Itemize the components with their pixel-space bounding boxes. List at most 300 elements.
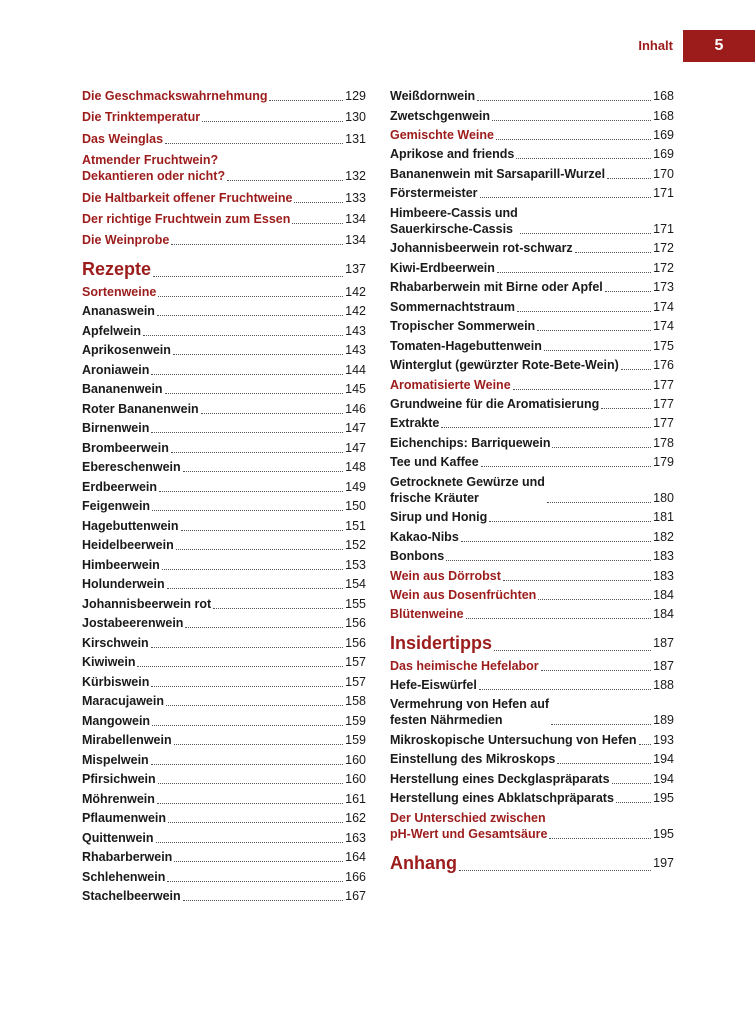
toc-entry[interactable] xyxy=(390,146,674,162)
toc-entry-page: 166 xyxy=(345,869,366,884)
toc-entry-page: 169 xyxy=(653,147,674,161)
toc-entry-page: 172 xyxy=(653,241,674,255)
toc-entry-page: 150 xyxy=(345,499,366,514)
toc-entry-title: Die Haltbarkeit offener Fruchtweine xyxy=(82,190,293,205)
dot-leader xyxy=(158,296,343,297)
toc-entry-page: 172 xyxy=(653,260,674,275)
toc-entry-page: 174 xyxy=(653,319,674,333)
toc-entry[interactable] xyxy=(82,693,366,709)
toc-entry[interactable] xyxy=(82,479,366,495)
dot-leader xyxy=(575,252,651,253)
toc-entry-page: 176 xyxy=(653,358,674,372)
toc-entry[interactable] xyxy=(82,131,366,147)
toc-entry-title: Die Trinktemperatur xyxy=(82,110,201,125)
toc-entry[interactable] xyxy=(390,260,674,276)
toc-entry-page: 134 xyxy=(345,233,366,248)
toc-entry-title: Johannisbeerwein rot xyxy=(82,596,212,611)
dot-leader xyxy=(549,838,651,839)
dot-leader xyxy=(520,233,651,234)
dot-leader xyxy=(489,521,651,522)
toc-entry-page: 168 xyxy=(653,108,674,123)
toc-entry-title: Heidelbeerwein xyxy=(82,538,174,553)
toc-entry-title: Schlehenwein xyxy=(82,869,166,884)
dot-leader xyxy=(639,744,652,745)
toc-entry-page: 156 xyxy=(345,635,366,650)
toc-entry-page: 153 xyxy=(345,557,366,572)
toc-entry-page: 171 xyxy=(653,221,674,236)
toc-entry-title: Hagebuttenwein xyxy=(82,518,179,533)
toc-entry[interactable] xyxy=(82,88,366,104)
toc-entry-title-line2: Sauerkirsche-Cassis xyxy=(390,221,513,236)
toc-entry-title: Rhabarberwein mit Birne oder Apfel xyxy=(390,280,603,294)
dot-leader xyxy=(167,588,343,589)
toc-entry-page: 184 xyxy=(653,587,674,602)
dot-leader xyxy=(151,374,343,375)
toc-entry-page: 147 xyxy=(345,421,366,436)
toc-entry-page: 144 xyxy=(345,362,366,377)
toc-entry[interactable] xyxy=(390,454,674,470)
dot-leader xyxy=(183,471,343,472)
page-number: 5 xyxy=(714,37,724,54)
dot-leader xyxy=(494,650,651,651)
dot-leader xyxy=(481,466,651,467)
toc-entry[interactable] xyxy=(82,732,366,748)
dot-leader xyxy=(601,408,651,409)
dot-leader xyxy=(479,689,651,690)
toc-entry-title: Roter Bananenwein xyxy=(82,401,199,416)
toc-entry[interactable] xyxy=(82,635,366,651)
toc-entry-title: Mispelwein xyxy=(82,752,149,767)
dot-leader xyxy=(167,881,343,882)
dot-leader xyxy=(541,670,651,671)
toc-entry-page: 171 xyxy=(653,186,674,200)
toc-entry-page: 134 xyxy=(345,211,366,226)
toc-entry[interactable] xyxy=(82,830,366,846)
dot-leader xyxy=(151,686,343,687)
toc-entry-title: Eichenchips: Barriquewein xyxy=(390,435,551,450)
toc-entry-page: 173 xyxy=(653,280,674,294)
toc-entry-title: Hefe-Eiswürfel xyxy=(390,677,477,692)
toc-entry[interactable] xyxy=(82,596,366,612)
dot-leader xyxy=(168,822,343,823)
dot-leader xyxy=(552,447,651,448)
toc-entry[interactable] xyxy=(82,576,366,592)
toc-entry-page: 162 xyxy=(345,811,366,826)
dot-leader xyxy=(174,861,343,862)
dot-leader xyxy=(492,120,651,121)
dot-leader xyxy=(605,291,651,292)
toc-entry[interactable] xyxy=(390,509,674,525)
dot-leader xyxy=(201,413,343,414)
dot-leader xyxy=(165,143,343,144)
toc-entry-title: Herstellung eines Deckglaspräparats xyxy=(390,771,610,786)
toc-entry-title: Aroniawein xyxy=(82,362,150,377)
dot-leader xyxy=(171,244,343,245)
toc-entry[interactable] xyxy=(390,587,674,603)
toc-entry-page: 181 xyxy=(653,510,674,524)
toc-entry-title: Tee und Kaffee xyxy=(390,455,479,469)
toc-entry[interactable] xyxy=(390,568,674,584)
toc-entry[interactable] xyxy=(82,323,366,339)
toc-entry-title: Blütenweine xyxy=(390,606,464,621)
dot-leader xyxy=(547,502,651,503)
toc-entry-title: Das Weinglas xyxy=(82,131,164,146)
toc-entry-title: Bonbons xyxy=(390,549,445,563)
toc-entry-title-line2: pH-Wert und Gesamtsäure xyxy=(390,826,548,841)
dot-leader xyxy=(607,178,651,179)
toc-left-column xyxy=(82,88,366,908)
dot-leader xyxy=(497,272,651,273)
toc-entry-title: Insidertipps xyxy=(390,632,493,653)
toc-entry-title: Jostabeerenwein xyxy=(82,616,184,631)
dot-leader xyxy=(294,202,343,203)
toc-entry-title: Brombeerwein xyxy=(82,440,169,455)
toc-entry-page: 148 xyxy=(345,460,366,475)
toc-entry-title: Rhabarberwein xyxy=(82,850,173,865)
dot-leader xyxy=(441,427,651,428)
toc-entry[interactable] xyxy=(390,548,674,564)
toc-entry-page: 183 xyxy=(653,568,674,583)
toc-entry-title: Kürbiswein xyxy=(82,674,150,689)
dot-leader xyxy=(171,452,343,453)
toc-entry-title-line1: Vermehrung von Hefen auf xyxy=(390,697,550,711)
dot-leader xyxy=(176,549,343,550)
toc-entry[interactable] xyxy=(390,751,674,767)
toc-entry[interactable] xyxy=(82,152,366,184)
toc-entry[interactable] xyxy=(82,190,366,206)
toc-entry[interactable] xyxy=(390,529,674,545)
page-number-box xyxy=(683,30,755,62)
toc-entry[interactable] xyxy=(82,713,366,729)
dot-leader xyxy=(557,763,651,764)
dot-leader xyxy=(157,803,343,804)
toc-entry[interactable] xyxy=(82,109,366,125)
toc-entry-page: 169 xyxy=(653,128,674,142)
toc-right-column xyxy=(390,88,674,878)
toc-entry-title-line1: Getrocknete Gewürze und xyxy=(390,474,545,489)
toc-entry[interactable] xyxy=(390,415,674,431)
toc-entry-title: Tropischer Sommerwein xyxy=(390,319,536,333)
toc-entry-page: 159 xyxy=(345,733,366,748)
toc-entry-title: Kiwiwein xyxy=(82,655,136,670)
toc-entry-page: 143 xyxy=(345,323,366,338)
toc-entry-title: Apfelwein xyxy=(82,323,142,338)
toc-entry-title: Holunderwein xyxy=(82,577,165,592)
dot-leader xyxy=(152,725,343,726)
toc-entry[interactable] xyxy=(390,108,674,124)
toc-entry[interactable] xyxy=(82,810,366,826)
dot-leader xyxy=(152,510,343,511)
dot-leader xyxy=(173,354,343,355)
dot-leader xyxy=(185,627,343,628)
toc-entry-title xyxy=(390,696,549,728)
toc-entry-title: Die Weinprobe xyxy=(82,233,170,248)
toc-entry-title: Weißdornwein xyxy=(390,89,476,103)
toc-entry-page: 197 xyxy=(653,855,674,870)
toc-entry-page: 178 xyxy=(653,435,674,450)
toc-entry[interactable] xyxy=(390,357,674,373)
dot-leader xyxy=(612,783,652,784)
toc-entry-title: Gemischte Weine xyxy=(390,128,494,142)
toc-entry-page: 182 xyxy=(653,529,674,544)
dot-leader xyxy=(517,311,651,312)
dot-leader xyxy=(166,705,343,706)
toc-entry-page: 167 xyxy=(345,889,366,904)
toc-entry-page: 142 xyxy=(345,304,366,319)
toc-entry-title-line2: festen Nährmedien xyxy=(390,713,503,727)
toc-entry-page: 149 xyxy=(345,479,366,494)
toc-entry-title: Grundweine für die Aromatisierung xyxy=(390,396,600,411)
toc-entry-title: Das heimische Hefelabor xyxy=(390,658,539,673)
toc-entry-title: Kakao-Nibs xyxy=(390,529,459,544)
toc-entry-title: Extrakte xyxy=(390,416,440,430)
toc-entry-title: Zwetschgenwein xyxy=(390,108,491,123)
toc-entry[interactable] xyxy=(390,88,674,104)
toc-entry[interactable] xyxy=(390,396,674,412)
toc-entry-title: Ananaswein xyxy=(82,304,155,319)
toc-entry[interactable] xyxy=(82,771,366,787)
toc-entry-title-line1: Der Unterschied zwischen xyxy=(390,810,546,825)
toc-entry[interactable] xyxy=(390,299,674,315)
toc-entry[interactable] xyxy=(82,440,366,456)
toc-entry[interactable] xyxy=(82,849,366,865)
dot-leader xyxy=(621,369,651,370)
toc-entry-title: Wein aus Dosenfrüchten xyxy=(390,587,537,602)
toc-entry-page: 164 xyxy=(345,850,366,865)
toc-entry-title: Rezepte xyxy=(82,259,152,280)
toc-entry-page: 147 xyxy=(345,440,366,455)
toc-entry[interactable] xyxy=(82,362,366,378)
dot-leader xyxy=(153,276,343,277)
dot-leader xyxy=(513,389,651,390)
toc-entry-page: 152 xyxy=(345,538,366,553)
toc-entry-title: Aromatisierte Weine xyxy=(390,377,511,392)
toc-entry[interactable] xyxy=(82,674,366,690)
toc-entry-page: 154 xyxy=(345,577,366,592)
toc-entry[interactable] xyxy=(390,377,674,393)
section-title: Inhalt xyxy=(638,38,673,53)
toc-entry-title xyxy=(390,810,547,842)
dot-leader xyxy=(202,121,343,122)
toc-entry-page: 130 xyxy=(345,110,366,125)
toc-entry[interactable] xyxy=(82,459,366,475)
toc-entry[interactable] xyxy=(390,677,674,693)
toc-entry-title: Sommernachtstraum xyxy=(390,299,516,314)
dot-leader xyxy=(616,802,651,803)
toc-entry[interactable] xyxy=(82,211,366,227)
dot-leader xyxy=(503,580,651,581)
toc-entry[interactable] xyxy=(82,284,366,300)
toc-entry[interactable] xyxy=(390,658,674,674)
toc-entry-title: Mikroskopische Untersuchung von Hefen xyxy=(390,732,637,747)
toc-entry-title: Mangowein xyxy=(82,713,151,728)
toc-entry-title: Der richtige Fruchtwein zum Essen xyxy=(82,211,291,226)
toc-entry-title xyxy=(82,152,225,184)
toc-entry-title: Wein aus Dörrobst xyxy=(390,568,501,583)
dot-leader xyxy=(137,666,343,667)
dot-leader xyxy=(174,744,344,745)
toc-entry-page: 137 xyxy=(345,262,366,277)
dot-leader xyxy=(151,432,343,433)
toc-entry-page: 177 xyxy=(653,416,674,430)
toc-entry-page: 146 xyxy=(345,401,366,416)
dot-leader xyxy=(551,724,651,725)
toc-entry-title-line1: Himbeere-Cassis und xyxy=(390,205,518,220)
toc-entry-page: 168 xyxy=(653,89,674,103)
toc-entry[interactable] xyxy=(390,166,674,182)
toc-entry[interactable] xyxy=(82,888,366,904)
toc-entry-title: Bananenwein xyxy=(82,382,163,397)
toc-entry-page: 179 xyxy=(653,455,674,469)
toc-entry-title: Himbeerwein xyxy=(82,557,160,572)
dot-leader xyxy=(151,764,343,765)
toc-entry[interactable] xyxy=(82,381,366,397)
toc-entry-page: 187 xyxy=(653,635,674,650)
toc-entry-page: 151 xyxy=(345,518,366,533)
dot-leader xyxy=(461,541,651,542)
toc-entry-page: 175 xyxy=(653,338,674,353)
toc-entry[interactable] xyxy=(390,632,674,654)
toc-entry[interactable] xyxy=(82,557,366,573)
toc-entry[interactable] xyxy=(82,401,366,417)
toc-entry[interactable] xyxy=(390,205,674,237)
dot-leader xyxy=(156,842,344,843)
toc-entry[interactable] xyxy=(82,537,366,553)
dot-leader xyxy=(181,530,344,531)
toc-entry-title: Erdbeerwein xyxy=(82,479,158,494)
dot-leader xyxy=(227,180,343,181)
dot-leader xyxy=(537,330,651,331)
toc-entry[interactable] xyxy=(390,185,674,201)
toc-entry[interactable] xyxy=(82,342,366,358)
dot-leader xyxy=(159,491,343,492)
toc-entry[interactable] xyxy=(390,318,674,334)
dot-leader xyxy=(466,618,652,619)
toc-entry[interactable] xyxy=(390,810,674,842)
toc-entry-page: 158 xyxy=(345,694,366,709)
toc-entry[interactable] xyxy=(390,606,674,622)
toc-entry-page: 142 xyxy=(345,285,366,300)
toc-entry-page: 170 xyxy=(653,166,674,181)
dot-leader xyxy=(292,223,343,224)
toc-entry[interactable] xyxy=(390,696,674,728)
toc-entry[interactable] xyxy=(82,791,366,807)
dot-leader xyxy=(446,560,651,561)
toc-entry[interactable] xyxy=(82,258,366,280)
toc-entry[interactable] xyxy=(82,654,366,670)
dot-leader xyxy=(158,783,344,784)
dot-leader xyxy=(143,335,343,336)
toc-entry[interactable] xyxy=(390,732,674,748)
toc-entry-page: 177 xyxy=(653,396,674,411)
toc-entry-title xyxy=(390,474,545,506)
toc-entry-page: 157 xyxy=(345,655,366,670)
dot-leader xyxy=(183,900,343,901)
dot-leader xyxy=(496,139,651,140)
dot-leader xyxy=(459,870,651,871)
toc-entry[interactable] xyxy=(390,435,674,451)
toc-entry-title: Ebereschenwein xyxy=(82,460,181,475)
dot-leader xyxy=(516,158,651,159)
toc-entry-title: Kiwi-Erdbeerwein xyxy=(390,260,495,275)
toc-entry[interactable] xyxy=(390,771,674,787)
toc-entry[interactable] xyxy=(82,752,366,768)
toc-entry[interactable] xyxy=(390,127,674,143)
toc-entry-title-line2: Dekantieren oder nicht? xyxy=(82,169,226,184)
dot-leader xyxy=(477,100,651,101)
toc-entry-title: Stachelbeerwein xyxy=(82,889,181,904)
toc-entry-page: 143 xyxy=(345,343,366,358)
toc-entry-page: 195 xyxy=(653,826,674,841)
toc-entry-page: 160 xyxy=(345,752,366,767)
dot-leader xyxy=(538,599,651,600)
toc-entry-page: 145 xyxy=(345,382,366,397)
toc-entry-page: 194 xyxy=(653,771,674,786)
toc-entry-title: Die Geschmackswahrnehmung xyxy=(82,89,268,103)
toc-entry-title: Pfirsichwein xyxy=(82,772,156,787)
toc-entry[interactable] xyxy=(82,232,366,248)
toc-entry[interactable] xyxy=(390,338,674,354)
toc-entry-title-line1: Atmender Fruchtwein? xyxy=(82,153,219,168)
toc-entry-page: 195 xyxy=(653,791,674,805)
toc-entry[interactable] xyxy=(390,790,674,806)
toc-entry-title: Förstermeister xyxy=(390,186,478,200)
toc-entry-title: Feigenwein xyxy=(82,499,151,514)
toc-entry-title: Quittenwein xyxy=(82,830,154,845)
toc-entry[interactable] xyxy=(82,498,366,514)
dot-leader xyxy=(544,350,651,351)
dot-leader xyxy=(480,197,652,198)
toc-entry-page: 194 xyxy=(653,752,674,766)
toc-entry-page: 155 xyxy=(345,596,366,611)
toc-entry-page: 133 xyxy=(345,190,366,205)
toc-entry-page: 187 xyxy=(653,658,674,673)
toc-entry-title: Birnenwein xyxy=(82,421,150,436)
toc-entry-title: Einstellung des Mikroskops xyxy=(390,752,556,766)
toc-entry-page: 131 xyxy=(345,131,366,146)
toc-entry-page: 188 xyxy=(653,677,674,692)
toc-entry[interactable] xyxy=(390,240,674,256)
toc-entry[interactable] xyxy=(82,518,366,534)
toc-entry-title: Maracujawein xyxy=(82,694,164,709)
toc-entry[interactable] xyxy=(82,303,366,319)
toc-entry[interactable] xyxy=(82,420,366,436)
toc-entry[interactable] xyxy=(82,615,366,631)
dot-leader xyxy=(269,100,343,101)
toc-entry-title: Tomaten-Hagebuttenwein xyxy=(390,338,542,353)
toc-entry-title: Sirup und Honig xyxy=(390,510,488,524)
dot-leader xyxy=(162,569,343,570)
toc-entry-page: 189 xyxy=(653,713,674,727)
toc-entry-page: 193 xyxy=(653,732,674,747)
toc-entry-page: 180 xyxy=(653,490,674,505)
dot-leader xyxy=(151,647,343,648)
toc-entry-page: 163 xyxy=(345,830,366,845)
toc-entry[interactable] xyxy=(82,869,366,885)
toc-entry-title-line2: frische Kräuter xyxy=(390,490,479,505)
dot-leader xyxy=(213,608,343,609)
toc-entry-title: Mirabellenwein xyxy=(82,733,172,748)
toc-entry[interactable] xyxy=(390,852,674,874)
toc-entry-page: 174 xyxy=(653,299,674,314)
toc-entry-page: 177 xyxy=(653,377,674,392)
toc-entry-page: 156 xyxy=(345,616,366,631)
toc-entry-title: Pflaumenwein xyxy=(82,811,167,826)
toc-entry-title: Aprikosenwein xyxy=(82,343,171,358)
toc-entry-page: 132 xyxy=(345,169,366,184)
toc-entry[interactable] xyxy=(390,279,674,295)
toc-entry[interactable] xyxy=(390,474,674,506)
